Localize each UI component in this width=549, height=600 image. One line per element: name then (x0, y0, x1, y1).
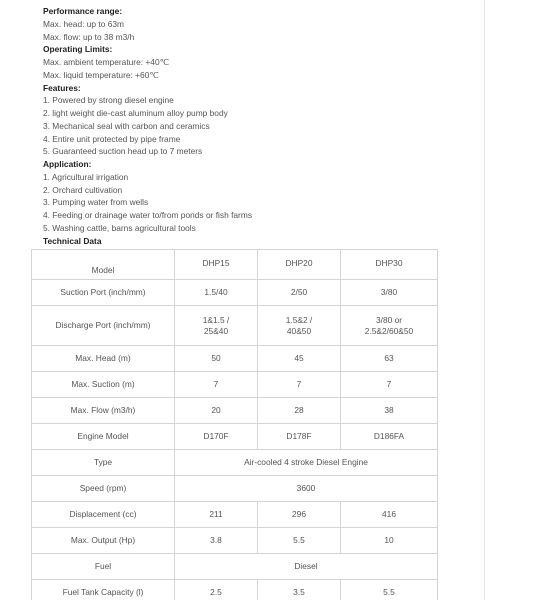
limits-heading: Operating Limits: (43, 44, 113, 55)
row-value: 63 (341, 346, 438, 372)
row-value: 50 (175, 346, 258, 372)
row-value-line: 2.5&2/60&50 (364, 325, 414, 336)
table-row (32, 306, 438, 346)
application-item: 4. Feeding or drainage water to/from ponds or fish farms (43, 210, 253, 220)
row-merged-value: Diesel (175, 554, 438, 580)
row-value (175, 306, 258, 346)
row-label: Fuel (32, 554, 175, 580)
row-value: 3.8 (175, 528, 258, 554)
row-label: Speed (rpm) (32, 476, 175, 502)
table-row (32, 450, 438, 476)
row-label: Suction Port (inch/mm) (32, 280, 175, 306)
row-value: 5.5 (258, 528, 341, 554)
row-label: Fuel Tank Capacity (l) (32, 580, 175, 600)
row-value-line: 40&50 (286, 325, 312, 336)
row-value-line: 3/80 or (375, 314, 403, 325)
feature-item: 2. light weight die-cast aluminum alloy pump body (43, 108, 228, 118)
row-value: 38 (341, 398, 438, 424)
model-header-cell (258, 250, 341, 280)
row-value: 10 (341, 528, 438, 554)
model-label-cell (32, 250, 175, 280)
table-header-row (32, 250, 438, 280)
row-value: D186FA (341, 424, 438, 450)
model-name: DHP20 (285, 258, 313, 268)
row-value: 7 (258, 372, 341, 398)
row-label: Max. Suction (m) (32, 372, 175, 398)
limits-line: Max. liquid temperature: +60℃ (43, 69, 159, 80)
row-value: D178F (258, 424, 341, 450)
features-heading: Features: (43, 82, 81, 93)
product-description (43, 5, 463, 247)
table-row (32, 372, 438, 398)
row-merged-value: 3600 (175, 476, 438, 502)
model-header-cell (341, 250, 438, 280)
application-heading: Application: (43, 159, 92, 169)
row-value: 2/50 (258, 280, 341, 306)
row-value: 5.5 (341, 580, 438, 600)
model-name: DHP15 (202, 258, 230, 268)
row-value: D170F (175, 424, 258, 450)
row-value: 28 (258, 398, 341, 424)
table-row (32, 346, 438, 372)
row-value: 3/80 (341, 280, 438, 306)
row-value: 3.5 (258, 580, 341, 600)
row-value: 1.5/40 (175, 280, 258, 306)
technical-data-heading: Technical Data (43, 235, 102, 246)
row-value-line: 1.5&2 / (285, 314, 313, 325)
application-item: 3. Pumping water from wells (43, 197, 149, 208)
feature-item: 1. Powered by strong diesel engine (43, 95, 174, 106)
application-item: 5. Washing cattle, barns agricultural tools (43, 222, 196, 233)
row-value (341, 306, 438, 346)
table-row (32, 580, 438, 600)
table-row (32, 502, 438, 528)
row-label: Discharge Port (inch/mm) (32, 306, 175, 346)
feature-item: 3. Mechanical seal with carbon and ceramics (43, 120, 210, 131)
feature-item: 5. Guaranteed suction head up to 7 meters (43, 146, 203, 157)
page-divider (484, 0, 485, 600)
table-row (32, 476, 438, 502)
performance-line: Max. flow: up to 38 m3/h (43, 31, 135, 42)
row-label: Type (32, 450, 175, 476)
feature-item: 4. Entire unit protected by pipe frame (43, 133, 181, 144)
limits-line: Max. ambient temperature: +40℃ (43, 57, 170, 67)
application-item: 2. Orchard cultivation (43, 184, 123, 195)
row-label: Max. Output (Hp) (32, 528, 175, 554)
row-value: 2.5 (175, 580, 258, 600)
row-value (258, 306, 341, 346)
row-value-line: 1&1.5 / (202, 314, 230, 325)
row-value: 45 (258, 346, 341, 372)
model-header-cell (175, 250, 258, 280)
table-row (32, 554, 438, 580)
row-label: Engine Model (32, 424, 175, 450)
row-label: Max. Flow (m3/h) (32, 398, 175, 424)
model-name: DHP30 (375, 258, 403, 268)
table-row (32, 280, 438, 306)
table-row (32, 398, 438, 424)
row-label: Displacement (cc) (32, 502, 175, 528)
model-label: Model (91, 264, 115, 275)
row-value: 211 (175, 502, 258, 528)
performance-line: Max. head: up to 63m (43, 18, 125, 29)
row-merged-value: Air-cooled 4 stroke Diesel Engine (175, 450, 438, 476)
row-value-line: 25&40 (203, 325, 229, 336)
row-value: 416 (341, 502, 438, 528)
table-row (32, 528, 438, 554)
technical-data-table (31, 249, 438, 600)
application-item: 1. Agricultural irrigation (43, 171, 129, 182)
row-label: Max. Head (m) (32, 346, 175, 372)
row-value: 296 (258, 502, 341, 528)
table-row (32, 424, 438, 450)
row-value: 7 (175, 372, 258, 398)
row-value: 7 (341, 372, 438, 398)
performance-heading: Performance range: (43, 6, 123, 16)
row-value: 20 (175, 398, 258, 424)
